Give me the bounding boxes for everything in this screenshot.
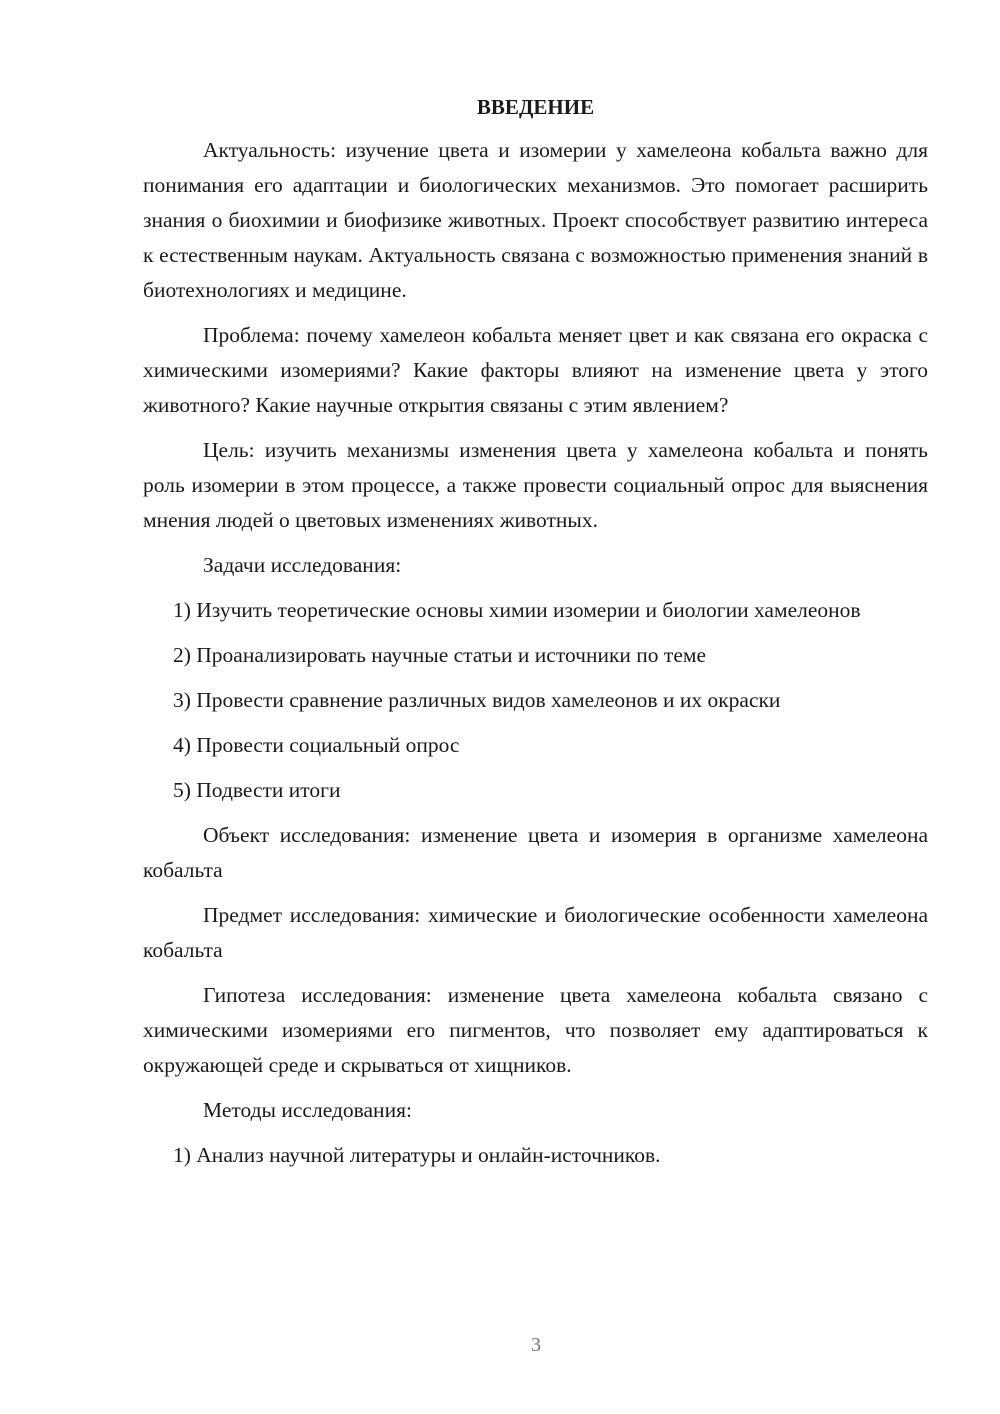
task-item-5: 5) Подвести итоги	[173, 778, 341, 802]
tasks-heading: Задачи исследования:	[203, 553, 402, 577]
paragraph-relevance: Актуальность: изучение цвета и изомерии у хамелеона кобальта важно для понимания его адаптации и биологических механизмов. Это помогает расширить знания о биохимии и биофизике животных. Проект способствует развитию интереса к естественным наукам. Актуальность связана с возможностью применения знаний в биотехнологиях и медицине.	[143, 138, 928, 302]
paragraph-object: Объект исследования: изменение цвета и изомерия в организме хамелеона кобальта	[143, 823, 928, 882]
page-number: 3	[531, 1334, 541, 1356]
document-page	[143, 90, 928, 1173]
method-item-1: 1) Анализ научной литературы и онлайн-источников.	[173, 1143, 661, 1167]
paragraph-hypothesis: Гипотеза исследования: изменение цвета хамелеона кобальта связано с химическими изомериями его пигментов, что позволяет ему адаптироваться к окружающей среде и скрываться от хищников.	[143, 983, 928, 1077]
task-item-2: 2) Проанализировать научные статьи и источники по теме	[173, 643, 707, 667]
task-item-3: 3) Провести сравнение различных видов хамелеонов и их окраски	[173, 688, 781, 712]
paragraph-subject: Предмет исследования: химические и биологические особенности хамелеона кобальта	[143, 903, 928, 962]
section-title: ВВЕДЕНИЕ	[476, 95, 595, 119]
paragraph-problem: Проблема: почему хамелеон кобальта меняет цвет и как связана его окраска с химическими изомериями? Какие факторы влияют на изменение цвета у этого животного? Какие научные открытия связаны с этим явлением?	[143, 323, 928, 417]
paragraph-goal: Цель: изучить механизмы изменения цвета у хамелеона кобальта и понять роль изомерии в этом процессе, а также провести социальный опрос для выяснения мнения людей о цветовых изменениях животных.	[143, 438, 928, 532]
task-item-1: 1) Изучить теоретические основы химии изомерии и биологии хамелеонов	[173, 598, 861, 622]
methods-heading: Методы исследования:	[203, 1098, 412, 1122]
task-item-4: 4) Провести социальный опрос	[173, 733, 460, 757]
